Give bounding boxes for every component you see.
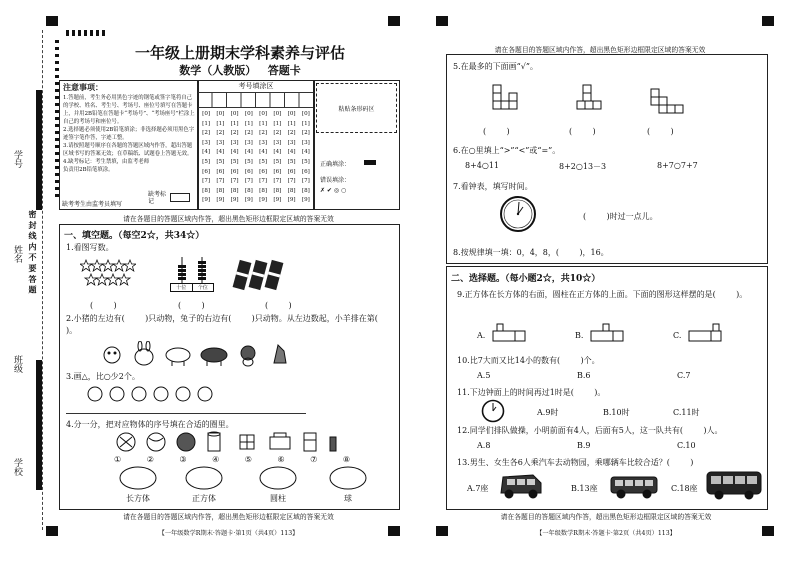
exam-digit-bubble[interactable]: [1]	[287, 120, 296, 127]
exam-digit-bubble[interactable]: [0]	[287, 111, 296, 117]
exam-digit-bubble[interactable]: [3]	[287, 139, 296, 146]
exam-digit-bubble[interactable]: [1]	[273, 120, 282, 127]
seal-line	[42, 30, 43, 530]
fill-section-continued	[446, 54, 768, 264]
side-strip	[8, 30, 48, 530]
exam-digit-bubble[interactable]: [1]	[230, 120, 239, 127]
side-label-xuexiao: 学校	[12, 458, 22, 476]
exam-digit-bubble[interactable]: [2]	[230, 130, 239, 137]
q9-option[interactable]: C.	[673, 331, 682, 340]
exam-digit-bubble[interactable]: [5]	[202, 158, 211, 165]
exam-digit-bubble[interactable]: [8]	[244, 187, 253, 194]
q1-text: 1.看图写数。	[66, 243, 114, 252]
side-label-xingming: 姓名	[12, 245, 22, 263]
exam-digit-bubble[interactable]: [5]	[287, 158, 296, 165]
q11-text: 11.下边钟面上的时间再过1时是( )。	[457, 388, 606, 397]
exam-digit-bubble[interactable]: [8]	[216, 187, 225, 194]
exam-digit-bubble[interactable]: [4]	[230, 149, 239, 156]
category-label: 圆柱	[270, 494, 286, 503]
barcode-paste-box	[316, 83, 397, 133]
q9-option[interactable]: A.	[477, 331, 486, 340]
exam-digit-bubble[interactable]: [6]	[202, 168, 211, 175]
cube-stack-image	[489, 77, 529, 117]
bus-image	[705, 469, 763, 501]
q3-drawing-line	[66, 413, 306, 414]
q5-text: 5.在最多的下面画“√”。	[453, 62, 538, 71]
exam-digit-bubble[interactable]: [6]	[259, 168, 268, 175]
q13-option[interactable]: C.18座	[671, 484, 698, 493]
fill-correct-label: 正确填涂：	[320, 161, 351, 168]
q4-object-number: ④	[212, 455, 220, 464]
abacus-label-ones: 个位	[197, 285, 208, 291]
q7-text: 7.看钟表，填写时间。	[453, 182, 533, 191]
section1-title: 一、填空题。（每空2☆，共34☆）	[64, 231, 205, 241]
barcode-label: 粘贴条形码区	[338, 106, 375, 113]
q4-object-number: ③	[179, 455, 187, 464]
exam-digit-bubble[interactable]: [3]	[259, 139, 268, 146]
exam-digit-bubble[interactable]: [5]	[259, 158, 268, 165]
star-group-image	[80, 259, 136, 289]
q4-number-row	[114, 455, 350, 464]
exam-digit-bubble[interactable]: [7]	[287, 178, 296, 185]
exam-number-grid	[198, 108, 314, 208]
q10-option[interactable]: C.7	[677, 371, 691, 380]
registration-mark	[46, 16, 58, 26]
answer-banner-bottom: 请在各题目的答题区域内作答，超出黑色矩形边框限定区域的答案无效	[123, 513, 334, 521]
section1-box	[59, 224, 400, 510]
exam-number-area	[197, 80, 315, 210]
exam-digit-bubble[interactable]: [0]	[244, 111, 253, 117]
exam-digit-bubble[interactable]: [3]	[244, 139, 253, 146]
q6-item[interactable]: 8+7○7+7	[657, 161, 698, 170]
q11-option[interactable]: C.11时	[673, 408, 700, 417]
exam-digit-bubble[interactable]: [2]	[301, 130, 310, 137]
exam-digit-bubble[interactable]: [9]	[273, 197, 282, 204]
abacus-label-tens: 十位	[171, 284, 193, 291]
exam-digit-bubble[interactable]: [1]	[216, 120, 225, 127]
page-title: 一年级上册期末学科素养与评估	[134, 44, 345, 62]
exam-digit-bubble[interactable]: [0]	[273, 111, 282, 117]
q2-text: 2.小猪的左边有( )只动物，兔子的右边有( )只动物。从左边数起，小羊排在第( )。	[66, 314, 399, 335]
exam-digit-bubble[interactable]: [2]	[244, 130, 253, 137]
barcode-area	[313, 80, 400, 210]
exam-digit-bubble[interactable]: [2]	[273, 130, 282, 137]
exam-digit-bubble[interactable]: [7]	[216, 178, 225, 185]
q10-option[interactable]: A.5	[477, 371, 491, 380]
exam-digit-bubble[interactable]: [7]	[259, 178, 268, 185]
q5-blank[interactable]: ( )	[647, 127, 674, 136]
exam-number-title: 考号填涂区	[198, 81, 314, 93]
exam-digit-bubble[interactable]: [2]	[259, 130, 268, 137]
q4-object-number: ⑥	[277, 455, 285, 464]
notice-item: 1.答题前，考生务必用黑色字迹的钢笔或签字笔将自己的学校、姓名、考生号、考场号、座位号填写在答题卡上，并用2B铅笔在答题卡“考场号”、“考场座号”栏涂上自己的考场号和座位号。	[63, 95, 195, 125]
timing-track	[66, 30, 106, 36]
q6-text: 6.在○里填上“>”“<”或“=”。	[453, 146, 561, 155]
q9-text: 9.正方体在长方体的右面，圆柱在正方体的上面。下面的图形这样摆的是( )。	[457, 290, 748, 299]
q12-option[interactable]: C.10	[677, 441, 696, 450]
exam-digit-bubble[interactable]: [4]	[259, 149, 268, 156]
exam-digit-bubble[interactable]: [7]	[301, 178, 310, 185]
q4-object-number: ①	[114, 455, 122, 464]
animals-row-image	[102, 341, 302, 367]
side-label-banji: 班级	[12, 355, 22, 373]
q1-blank[interactable]: ( )	[178, 301, 205, 310]
exam-digit-bubble[interactable]: [8]	[230, 187, 239, 194]
abacus-image	[170, 257, 214, 293]
circles-row-image	[86, 385, 226, 403]
q6-item[interactable]: 8+2○13－3	[559, 162, 607, 171]
clock-icon	[481, 399, 505, 423]
exam-digit-bubble[interactable]: [9]	[230, 197, 239, 204]
exam-digit-bubble[interactable]: [4]	[244, 149, 253, 156]
category-label: 长方体	[126, 494, 150, 503]
notice-item: 3.请按照题号顺序在各题的答题区域内作答，超出答题区域书写的答案无效；在草稿纸、试题卷上答题无效。	[63, 143, 193, 157]
timing-bar	[36, 90, 42, 210]
q1-blank[interactable]: ( )	[265, 301, 292, 310]
exam-digit-bubble[interactable]: [6]	[216, 168, 225, 175]
exam-digit-bubble[interactable]: [6]	[273, 168, 282, 175]
q5-blank[interactable]: ( )	[483, 127, 510, 136]
exam-digit-bubble[interactable]: [9]	[244, 197, 253, 204]
exam-digit-bubble[interactable]: [4]	[273, 149, 282, 156]
seal-line-text: 密 封 线 内 不 要 答 题	[28, 210, 38, 294]
page-footer: 【一年级数学R期末·答题卡·第2页（共4页）113】	[536, 530, 676, 537]
exam-digit-bubble[interactable]: [0]	[216, 111, 225, 117]
exam-digit-bubble[interactable]: [9]	[301, 197, 310, 204]
q7-answer[interactable]: ( )时过一点儿。	[583, 212, 658, 221]
category-label: 球	[344, 494, 352, 503]
exam-digit-bubble[interactable]: [9]	[287, 197, 296, 204]
exam-digit-bubble[interactable]: [4]	[301, 149, 310, 156]
exam-digit-bubble[interactable]: [0]	[301, 111, 310, 117]
timing-bar	[36, 360, 42, 490]
objects-row-image	[116, 431, 340, 453]
exam-digit-bubble[interactable]: [1]	[202, 120, 211, 127]
category-circles-image	[118, 465, 368, 491]
q3-text: 3.画△，比○少2个。	[66, 372, 140, 381]
side-label-xuehao: 学号	[12, 150, 22, 168]
q11-option[interactable]: A.9时	[537, 408, 559, 417]
notice-item: 2.选择题必须使用2B铅笔填涂；非选择题必须用黑色字迹签字笔作答，字迹工整。	[63, 127, 195, 141]
absent-note: 缺考考生由监考员填写	[62, 201, 123, 208]
exam-digit-bubble[interactable]: [8]	[301, 187, 310, 194]
q10-option[interactable]: B.6	[577, 371, 591, 380]
q5-blank[interactable]: ( )	[569, 127, 596, 136]
exam-digit-bubble[interactable]: [1]	[244, 120, 253, 127]
exam-digit-bubble[interactable]: [6]	[230, 168, 239, 175]
category-label: 正方体	[192, 494, 216, 503]
answer-banner-top: 请在各题目的答题区域内作答，超出黑色矩形边框限定区域的答案无效	[494, 46, 706, 54]
exam-digit-bubble[interactable]: [5]	[216, 158, 225, 165]
minibus-image	[609, 473, 659, 499]
cube-stack-image	[573, 77, 613, 117]
exam-digit-bubble[interactable]: [8]	[287, 187, 296, 194]
q8-text: 8.按规律填一填：0，4，8，( )，16。	[453, 248, 609, 257]
fill-correct-sample	[364, 160, 376, 165]
answer-banner-bottom: 请在各题目的答题区域内作答，超出黑色矩形边框限定区域的答案无效	[500, 513, 712, 521]
exam-digit-bubble[interactable]: [0]	[230, 111, 239, 117]
exam-digit-bubble[interactable]: [8]	[259, 187, 268, 194]
exam-digit-bubble[interactable]: [9]	[259, 197, 268, 204]
absent-label: 缺考标记	[148, 191, 167, 205]
registration-mark	[762, 16, 774, 26]
exam-digit-bubble[interactable]: [8]	[202, 187, 211, 194]
fill-wrong-label: 错误填涂：	[320, 177, 351, 184]
exam-digit-bubble[interactable]: [6]	[301, 168, 310, 175]
registration-mark	[388, 16, 400, 26]
section2-title: 二、选择题。（每小题2☆，共10☆）	[451, 274, 601, 284]
notice-header: 注意事项：	[63, 82, 103, 92]
q13-text: 13.男生、女生各6人乘汽车去动物园，乘哪辆车比较合适？( )	[457, 458, 694, 467]
clock-icon	[499, 195, 537, 233]
exam-digit-bubble[interactable]: [3]	[301, 139, 310, 146]
q13-option[interactable]: B.13座	[571, 484, 598, 493]
exam-digit-bubble[interactable]: [8]	[273, 187, 282, 194]
stick-bundles-image	[232, 257, 288, 293]
exam-digit-bubble[interactable]: [7]	[202, 178, 211, 185]
exam-digit-bubble[interactable]: [1]	[259, 120, 268, 127]
q10-text: 10.比7大而又比14小的数有( )个。	[457, 356, 600, 365]
fill-wrong-samples: ✗ ✔ ◎ ○	[320, 187, 347, 194]
exam-digit-bubble[interactable]: [3]	[230, 139, 239, 146]
exam-digit-bubble[interactable]: [5]	[301, 158, 310, 165]
exam-digit-bubble[interactable]: [3]	[273, 139, 282, 146]
q4-object-number: ⑦	[310, 455, 318, 464]
notice-item: 4.缺考标记：考生禁填，由监考老师负责用2B铅笔填涂。	[63, 159, 150, 173]
q12-option[interactable]: A.8	[477, 441, 491, 450]
exam-digit-bubble[interactable]: [2]	[287, 130, 296, 137]
notice-box	[59, 80, 199, 210]
absent-mark-box[interactable]	[170, 193, 190, 202]
exam-digit-bubble[interactable]: [7]	[230, 178, 239, 185]
shape-combo-image	[589, 323, 629, 343]
shape-combo-image	[687, 323, 727, 343]
exam-digit-bubble[interactable]: [0]	[202, 111, 211, 117]
exam-digit-bubble[interactable]: [0]	[259, 111, 268, 117]
exam-digit-bubble[interactable]: [4]	[287, 149, 296, 156]
page-footer: 【一年级数学R期末·答题卡·第1页（共4页）113】	[158, 530, 299, 537]
q4-object-number: ⑤	[244, 455, 252, 464]
shape-combo-image	[491, 323, 531, 343]
exam-digit-bubble[interactable]: [2]	[202, 130, 211, 137]
exam-number-write-row	[198, 93, 314, 108]
exam-digit-bubble[interactable]: [4]	[216, 149, 225, 156]
exam-digit-bubble[interactable]: [7]	[273, 178, 282, 185]
exam-digit-bubble[interactable]: [7]	[244, 178, 253, 185]
exam-digit-bubble[interactable]: [6]	[244, 168, 253, 175]
exam-digit-bubble[interactable]: [9]	[216, 197, 225, 204]
cube-stack-image	[647, 77, 687, 117]
exam-digit-bubble[interactable]: [5]	[230, 158, 239, 165]
q1-blank[interactable]: ( )	[90, 301, 117, 310]
q12-option[interactable]: B.9	[577, 441, 591, 450]
exam-digit-bubble[interactable]: [3]	[202, 139, 211, 146]
exam-digit-bubble[interactable]: [3]	[216, 139, 225, 146]
exam-digit-bubble[interactable]: [5]	[273, 158, 282, 165]
exam-digit-bubble[interactable]: [9]	[202, 197, 211, 204]
exam-digit-bubble[interactable]: [4]	[202, 149, 211, 156]
exam-digit-bubble[interactable]: [2]	[216, 130, 225, 137]
q4-text: 4.分一分，把对应物体的序号填在合适的圈里。	[66, 420, 234, 429]
q11-option[interactable]: B.10时	[603, 408, 630, 417]
q12-text: 12.同学们排队做操，小明前面有4人，后面有5人，这一队共有( )人。	[457, 426, 723, 435]
q4-object-number: ②	[146, 455, 154, 464]
q6-item[interactable]: 8+4○11	[465, 161, 500, 170]
answer-banner-top: 请在各题目的答题区域内作答，超出黑色矩形边框限定区域的答案无效	[123, 215, 334, 223]
q13-option[interactable]: A.7座	[467, 484, 489, 493]
exam-digit-bubble[interactable]: [1]	[301, 120, 310, 127]
page-subtitle: 数学（人教版） 答题卡	[179, 64, 301, 77]
registration-mark	[436, 16, 448, 26]
q4-object-number: ⑧	[342, 455, 350, 464]
section2-box	[446, 266, 768, 510]
exam-digit-bubble[interactable]: [6]	[287, 168, 296, 175]
van-image	[499, 471, 543, 499]
exam-digit-bubble[interactable]: [5]	[244, 158, 253, 165]
q9-option[interactable]: B.	[575, 331, 584, 340]
